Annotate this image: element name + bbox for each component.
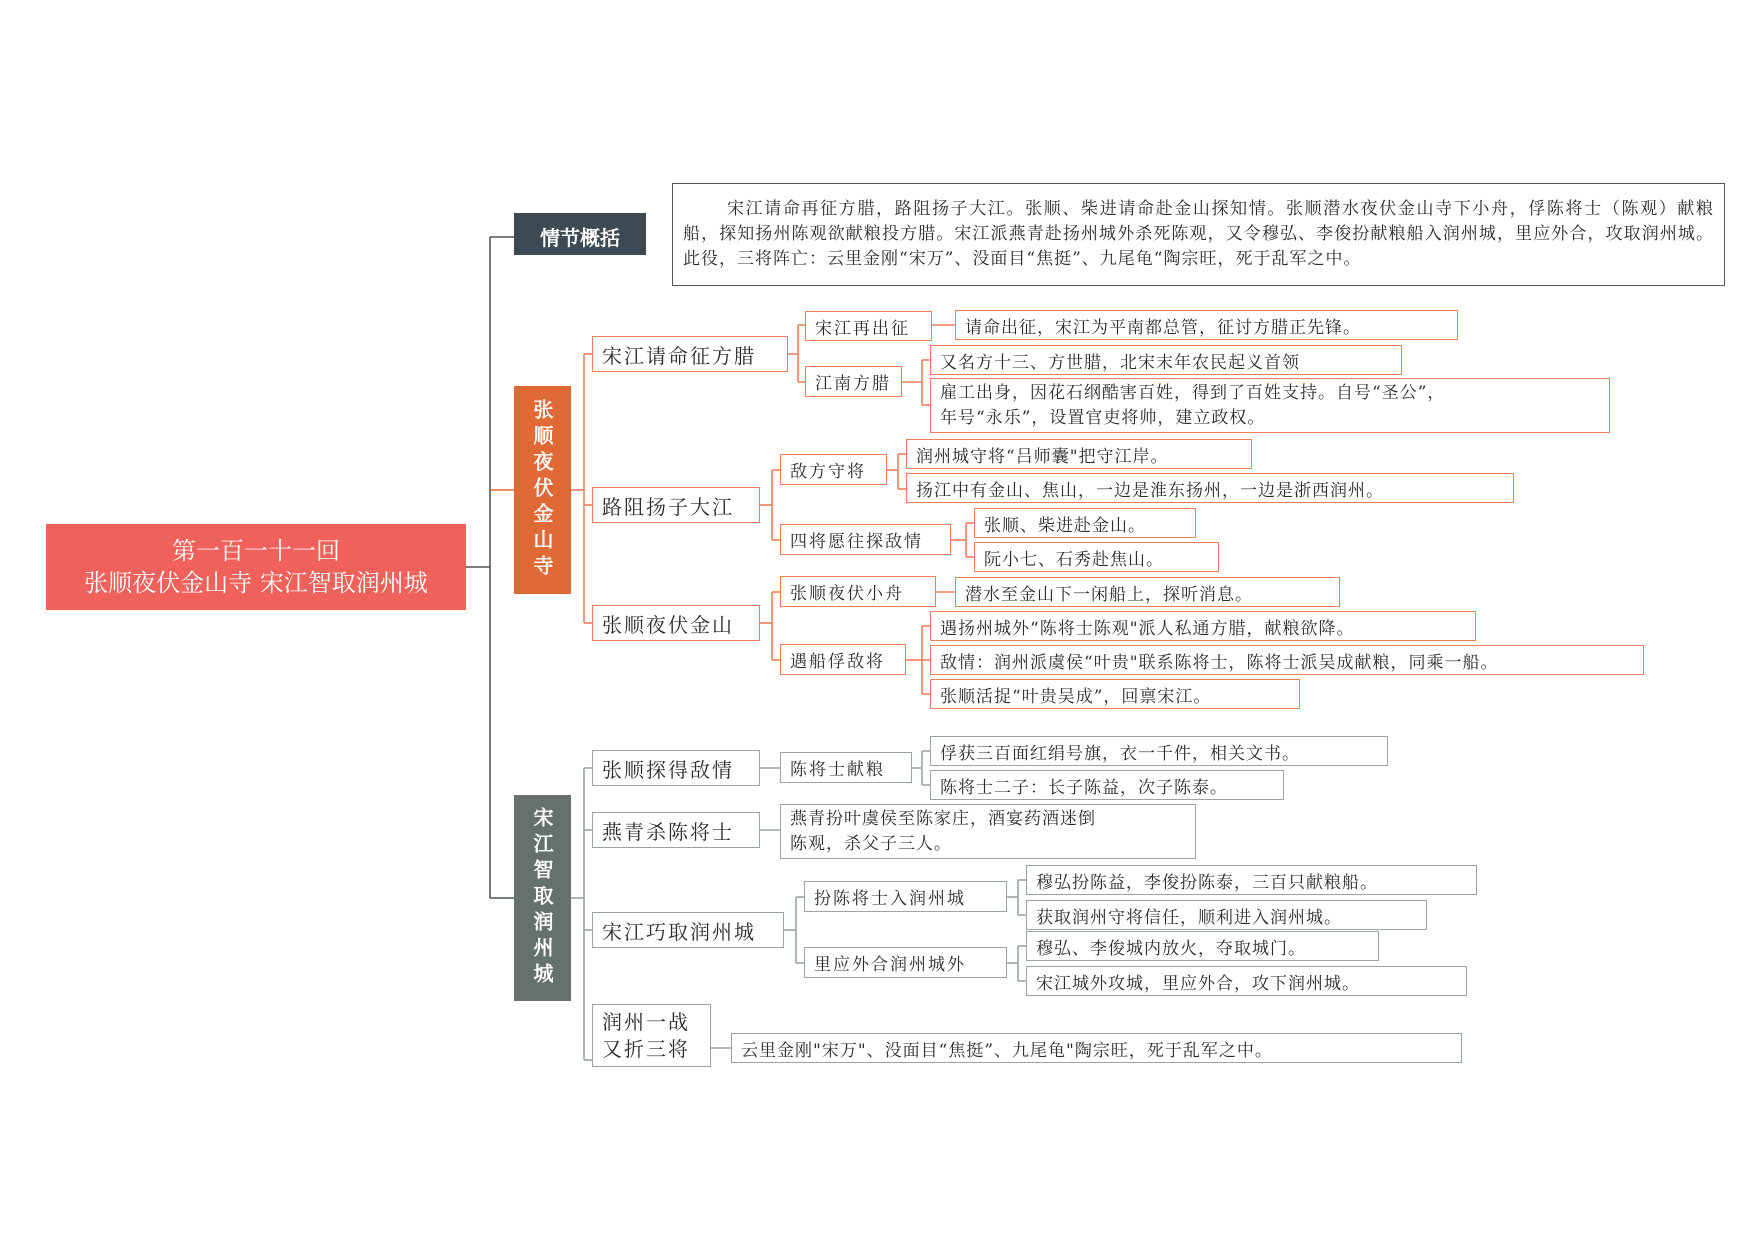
branch2-topic-4[interactable] [592, 1004, 711, 1067]
branch1-topic-1b[interactable]: 江南方腊 [805, 366, 902, 397]
branch1-leaf-3b2[interactable]: 敌情：润州派虞侯“叶贵"联系陈将士，陈将士派吴成献粮，同乘一船。 [930, 645, 1644, 675]
branch2-topic-4-line2: 又折三将 [602, 1036, 690, 1061]
branch1-leaf-2a2[interactable]: 扬江中有金山、焦山，一边是淮东扬州，一边是浙西润州。 [906, 473, 1514, 503]
branch2-leaf-1a2[interactable]: 陈将士二子：长子陈益，次子陈泰。 [930, 770, 1284, 800]
branch1-topic-3b[interactable]: 遇船俘敌将 [780, 644, 906, 675]
summary-tag[interactable]: 情节概括 [514, 213, 646, 255]
branch2-leaf-3b2[interactable]: 宋江城外攻城，里应外合，攻下润州城。 [1026, 966, 1467, 996]
branch2-topic-4-line1: 润州一战 [602, 1009, 690, 1034]
branch2-topic-1a[interactable]: 陈将士献粮 [780, 752, 912, 783]
branch1-leaf-1b2-line2: 年号“永乐”，设置官吏将帅，建立政权。 [940, 407, 1266, 428]
branch1-topic-2a[interactable]: 敌方守将 [780, 454, 887, 485]
branch1-topic-2b[interactable]: 四将愿往探敌情 [780, 524, 951, 555]
branch2-leaf-2-line1: 燕青扮叶虞侯至陈家庄，酒宴药酒迷倒 [790, 808, 1096, 829]
branch1-topic-3[interactable]: 张顺夜伏金山 [592, 605, 760, 641]
branch2-leaf-1a1[interactable]: 俘获三百面红绢号旗，衣一千件，相关文书。 [930, 736, 1388, 766]
branch1-leaf-1b2-line1: 雇工出身，因花石纲酷害百姓，得到了百姓支持。自号“圣公”， [940, 382, 1446, 403]
branch2-topic-3[interactable]: 宋江巧取润州城 [592, 912, 784, 948]
branch1-topic-1[interactable]: 宋江请命征方腊 [592, 336, 788, 372]
branch1-leaf-2a1[interactable]: 润州城守将“吕师囊"把守江岸。 [906, 439, 1252, 469]
central-topic-line1: 第一百一十一回 [172, 537, 340, 565]
branch1-leaf-1b2[interactable] [930, 378, 1610, 433]
branch1-leaf-2b1[interactable]: 张顺、柴进赴金山。 [974, 508, 1196, 538]
branch2-topic-3b[interactable]: 里应外合润州城外 [804, 947, 1007, 978]
branch1-topic-3a[interactable]: 张顺夜伏小舟 [780, 576, 936, 607]
branch1-leaf-3a[interactable]: 潜水至金山下一闲船上，探听消息。 [955, 577, 1340, 607]
branch1-topic-1a[interactable]: 宋江再出征 [805, 311, 932, 341]
branch2-leaf-3b1[interactable]: 穆弘、李俊城内放火，夺取城门。 [1026, 931, 1379, 961]
branch1-leaf-3b1[interactable]: 遇扬州城外“陈将士陈观"派人私通方腊，献粮欲降。 [930, 611, 1476, 641]
branch2-leaf-2[interactable] [780, 804, 1196, 859]
branch1-leaf-1a[interactable]: 请命出征，宋江为平南都总管，征讨方腊正先锋。 [955, 310, 1458, 340]
central-topic-line2: 张顺夜伏金山寺 宋江智取润州城 [84, 569, 428, 597]
branch1-leaf-1b1[interactable]: 又名方十三、方世腊，北宋末年农民起义首领 [930, 345, 1402, 375]
branch2-topic-3a[interactable]: 扮陈将士入润州城 [804, 881, 1007, 912]
branch2-leaf-2-line2: 陈观，杀父子三人。 [790, 833, 952, 854]
branch2-topic-2[interactable]: 燕青杀陈将士 [592, 812, 760, 848]
central-topic[interactable] [46, 524, 466, 610]
branch1-leaf-2b2[interactable]: 阮小七、石秀赴焦山。 [974, 542, 1219, 572]
branch2-leaf-3a2[interactable]: 获取润州守将信任，顺利进入润州城。 [1026, 900, 1427, 930]
branch2-leaf-4[interactable]: 云里金刚"宋万"、没面目“焦挺”、九尾龟"陶宗旺，死于乱军之中。 [731, 1033, 1462, 1063]
branch2-label[interactable]: 宋江智取润州城 [514, 795, 571, 1001]
branch2-leaf-3a1[interactable]: 穆弘扮陈益，李俊扮陈泰，三百只献粮船。 [1026, 865, 1477, 895]
summary-text[interactable]: 宋江请命再征方腊，路阻扬子大江。张顺、柴进请命赴金山探知情。张顺潜水夜伏金山寺下小舟，俘陈将士（陈观）献粮船，探知扬州陈观欲献粮投方腊。宋江派燕青赴扬州城外杀死陈观，又令穆弘、李俊扮献粮船入润州城，里应外合，攻取润州城。此役，三将阵亡：云里金刚“宋万”、没面目“焦挺”、九尾龟“陶宗旺，死于乱军之中。 [672, 183, 1725, 286]
branch1-topic-2[interactable]: 路阻扬子大江 [592, 487, 760, 523]
branch1-label[interactable]: 张顺夜伏金山寺 [514, 386, 571, 594]
branch2-topic-1[interactable]: 张顺探得敌情 [592, 750, 760, 786]
branch1-leaf-3b3[interactable]: 张顺活捉“叶贵吴成”，回禀宋江。 [930, 679, 1300, 709]
